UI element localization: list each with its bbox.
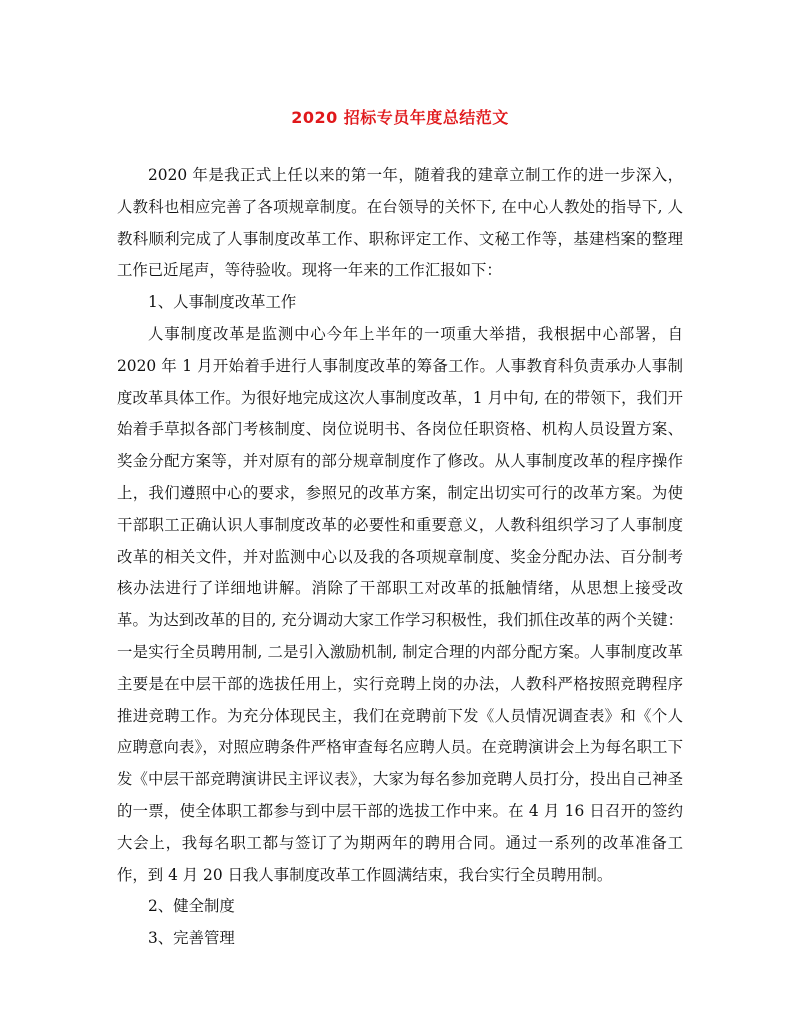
section-1-paragraph: 人事制度改革是监测中心今年上半年的一项重大举措，我根据中心部署，自 2020 年 1 月开始着手进行人事制度改革的筹备工作。人事教育科负责承办人事制度改革具体工作。为很好地完成这次人事制度改革，1 月中旬, 在的带领下，我们开始着手草拟各部门考核制度、岗位说明书、各岗位任职资格、机构人员设置方案、奖金分配方案等，并对原有的部分规章制度作了修改。从人事制度改革的程序操作上，我们遵照中心的要求，参照兄的改革方案，制定出切实可行的改革方案。为使干部职工正确认识人事制度改革的必要性和重要意义，人教科组织学习了人事制度改革的相关文件，并对监测中心以及我的各项规章制度、奖金分配办法、百分制考核办法进行了详细地讲解。消除了干部职工对改革的抵触情绪，从思想上接受改革。为达到改革的目的, 充分调动大家工作学习积极性，我们抓住改革的两个关键：一是实行全员聘用制, 二是引入激励机制, 制定合理的内部分配方案。人事制度改革主要是在中层干部的选拔任用上，实行竞聘上岗的办法，人教科严格按照竞聘程序推进竞聘工作。为充分体现民主，我们在竞聘前下发《人员情况调查表》和《个人应聘意向表》，对照应聘条件严格审查每名应聘人员。在竞聘演讲会上为每名职工下发《中层干部竞聘演讲民主评议表》，大家为每名参加竞聘人员打分，投出自己神圣的一票，使全体职工都参与到中层干部的选拔工作中来。在 4 月 16 日召开的签约大会上，我每名职工都与签订了为期两年的聘用合同。通过一系列的改革准备工作，到 4 月 20 日我人事制度改革工作圆满结束，我台实行全员聘用制。: [117, 324, 683, 884]
section-heading-2: 2、健全制度: [148, 897, 235, 916]
document-body: [117, 160, 683, 955]
section-heading-1: 1、人事制度改革工作: [148, 293, 297, 312]
section-heading-3: 3、完善管理: [148, 929, 235, 948]
intro-paragraph: 2020 年是我正式上任以来的第一年，随着我的建章立制工作的进一步深入，人教科也相应完善了各项规章制度。在台领导的关怀下, 在中心人教处的指导下, 人教科顺利完成了人事制度改革工作、职称评定工作、文秘工作等，基建档案的整理工作已近尾声，等待验收。现将一年来的工作汇报如下：: [117, 166, 683, 280]
document-title: 2020 招标专员年度总结范文: [291, 108, 509, 127]
